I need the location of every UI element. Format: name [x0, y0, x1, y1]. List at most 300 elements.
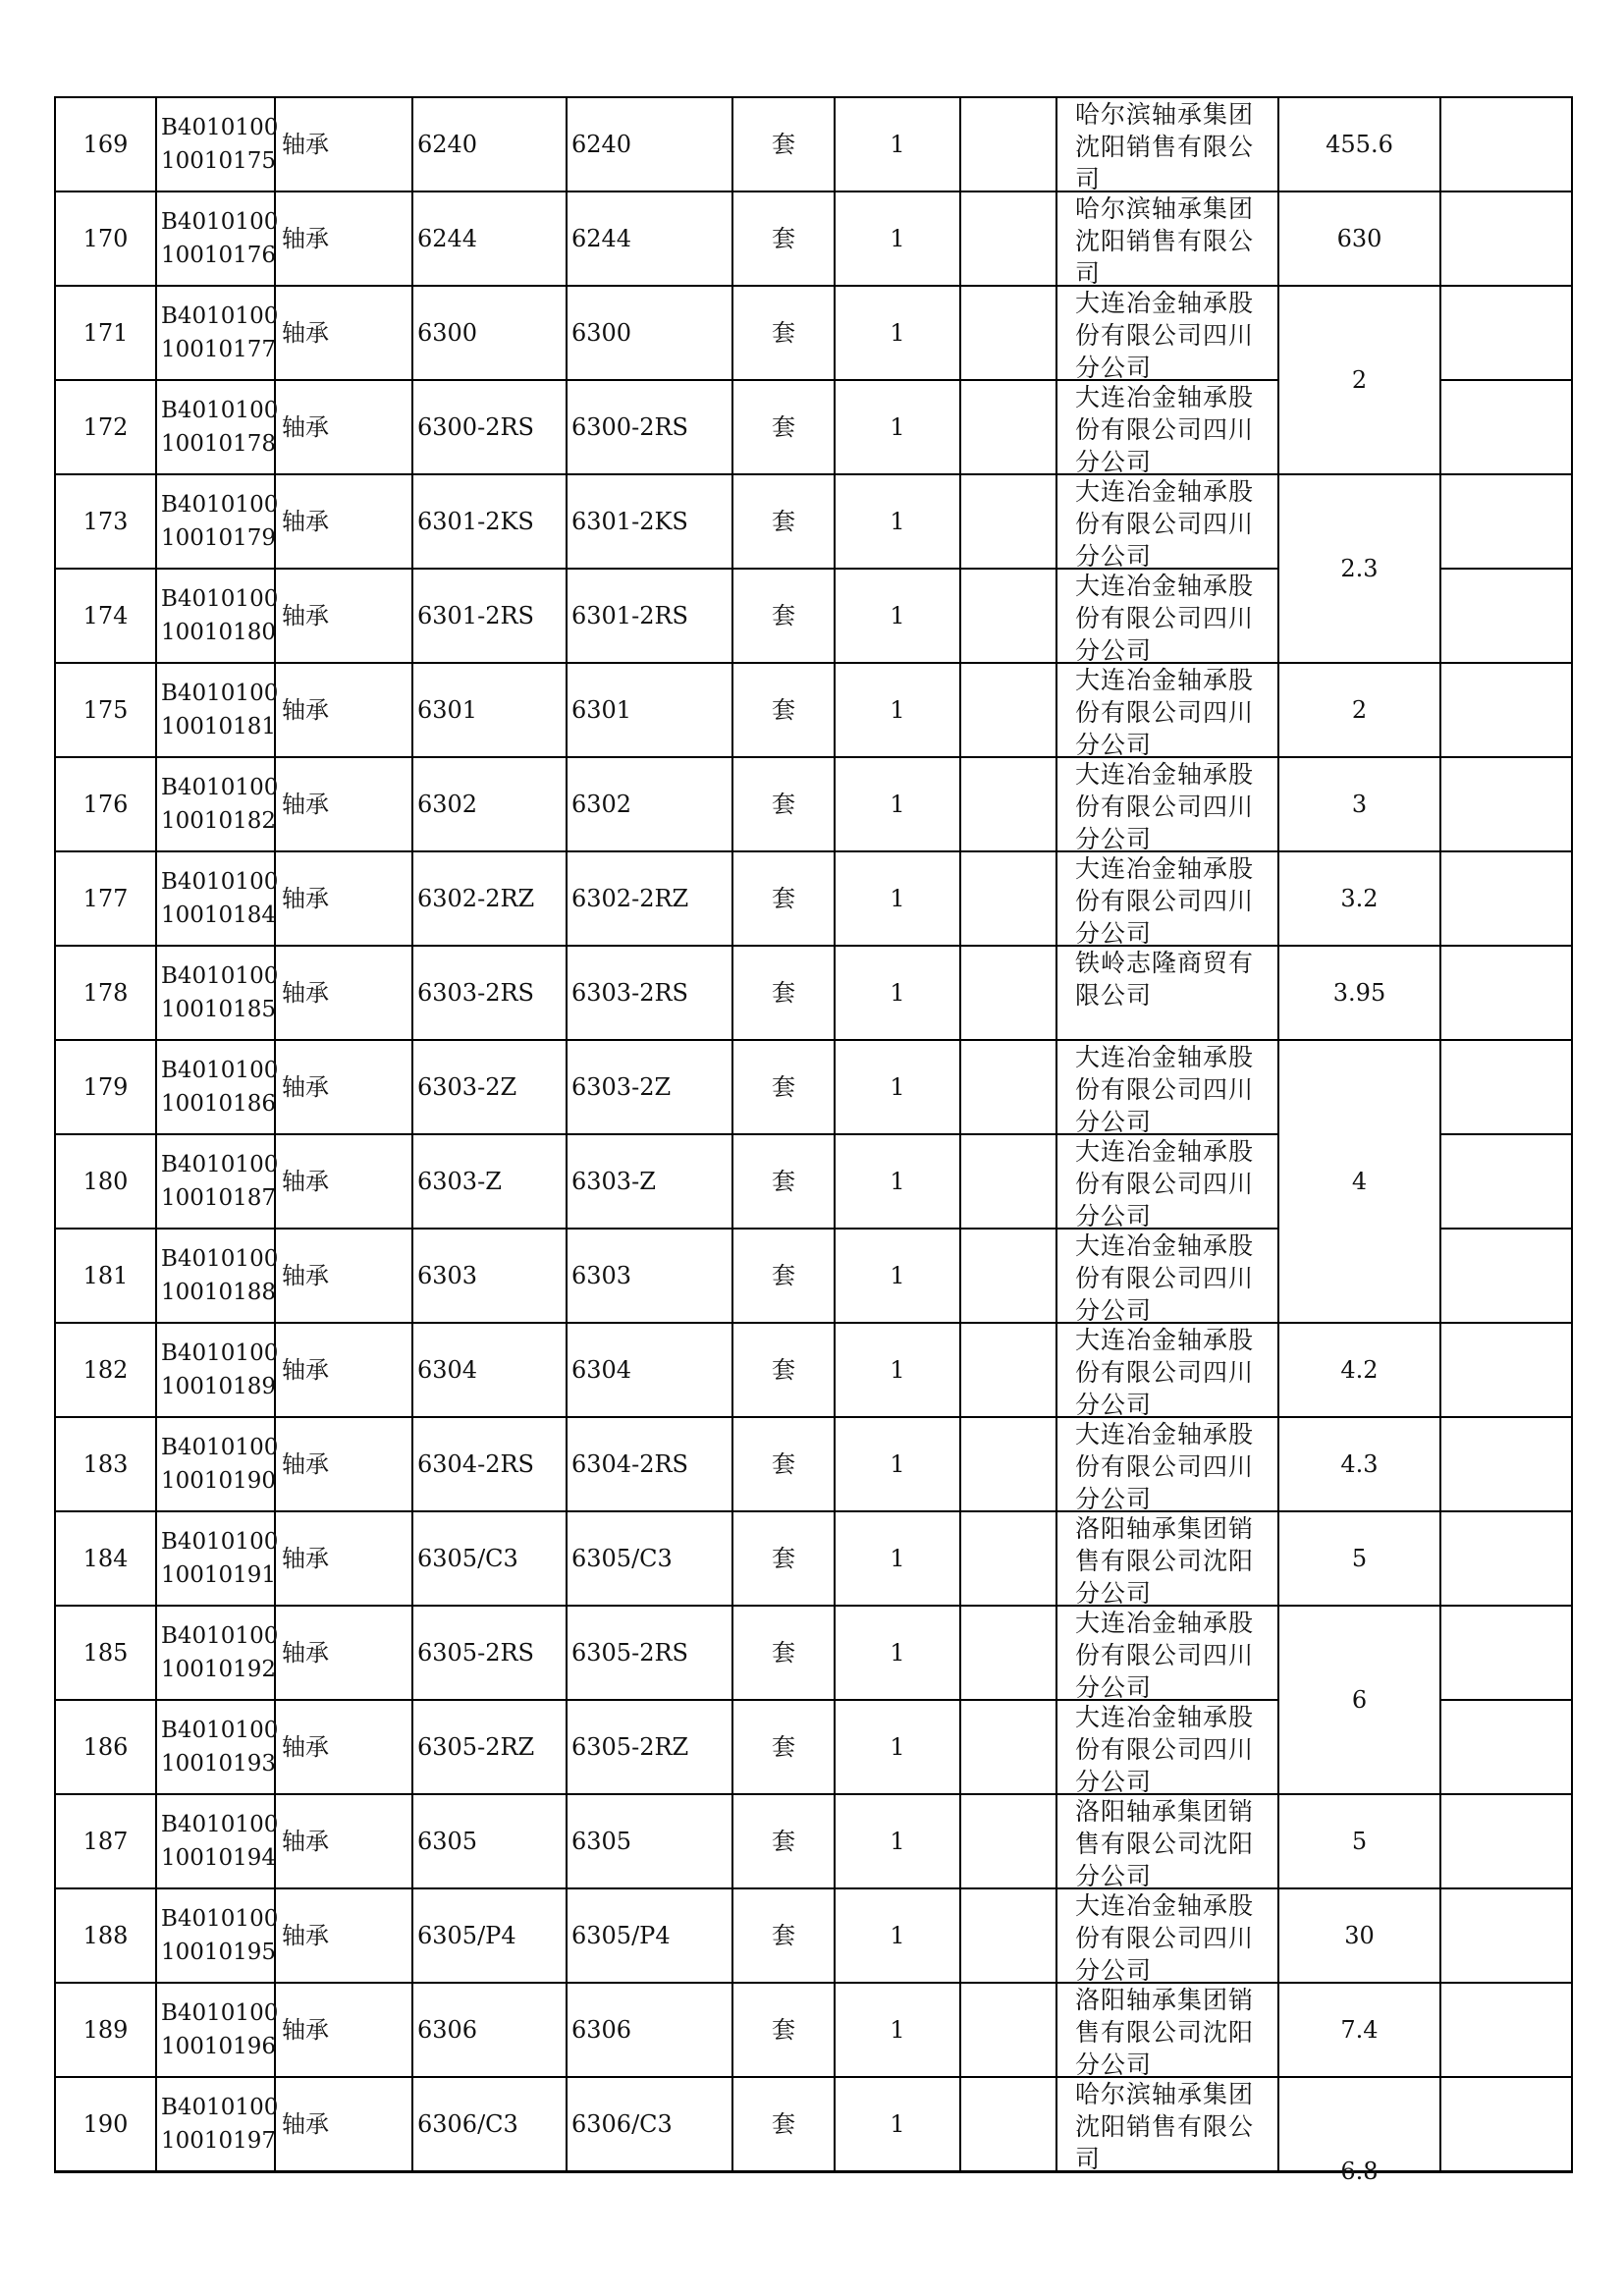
- supplier-cell: [1056, 946, 1278, 1040]
- model-cell: 6305: [567, 1794, 732, 1888]
- spec-cell: 6300-2RS: [412, 380, 567, 474]
- supplier-cell: [1056, 663, 1278, 757]
- supplier-cell: [1056, 1134, 1278, 1229]
- quantity-cell: 1: [835, 286, 960, 380]
- quantity-cell: 1: [835, 1417, 960, 1511]
- material-name-cell: 轴承: [275, 380, 412, 474]
- material-code-line-2: 10010192: [161, 1657, 277, 1682]
- material-code-line-2: 10010179: [161, 525, 277, 551]
- quantity-cell: 1: [835, 1794, 960, 1888]
- material-code-line-1: B4010100: [161, 681, 279, 706]
- table-row: [55, 946, 1572, 1040]
- blank-cell: [960, 286, 1056, 380]
- material-name-cell: 轴承: [275, 1229, 412, 1323]
- supplier-cell: [1056, 380, 1278, 474]
- spec-cell: 6306/C3: [412, 2077, 567, 2172]
- spec-cell: 6305/C3: [412, 1511, 567, 1606]
- material-code-cell: [156, 1888, 279, 1983]
- row-number-cell: 190: [55, 2077, 156, 2172]
- remark-cell: [1440, 1606, 1572, 1700]
- remark-cell: [1440, 1511, 1572, 1606]
- supplier-cell: [1056, 1323, 1278, 1417]
- table-row: [55, 191, 1572, 286]
- material-code-cell: [156, 1417, 279, 1511]
- supplier-name: 大连冶金轴承股份有限公司四川分公司: [1075, 1703, 1255, 1796]
- spec-cell: 6302-2RZ: [412, 851, 567, 946]
- supplier-name: 洛阳轴承集团销售有限公司沈阳分公司: [1075, 1986, 1255, 2079]
- row-number-cell: 176: [55, 757, 156, 851]
- model-cell: 6303-Z: [567, 1134, 732, 1229]
- table-body: [55, 97, 1572, 2185]
- row-number-cell: 181: [55, 1229, 156, 1323]
- table-row: [55, 1511, 1572, 1606]
- material-code-line-1: B4010100: [161, 1246, 279, 1272]
- blank-cell: [960, 97, 1056, 191]
- blank-cell: [960, 474, 1056, 569]
- row-number-cell: 184: [55, 1511, 156, 1606]
- unit-cell: 套: [732, 380, 835, 474]
- blank-cell: [960, 1794, 1056, 1888]
- material-name-cell: 轴承: [275, 1134, 412, 1229]
- supplier-cell: [1056, 1888, 1278, 1983]
- supplier-cell: [1056, 1606, 1278, 1700]
- table-row: [55, 1794, 1572, 1888]
- table-row: [55, 1040, 1572, 1134]
- supplier-name: 洛阳轴承集团销售有限公司沈阳分公司: [1075, 1797, 1255, 1890]
- unit-cell: 套: [732, 1794, 835, 1888]
- model-cell: 6301-2KS: [567, 474, 732, 569]
- unit-price-cell: 6: [1278, 1606, 1440, 1794]
- supplier-name: 大连冶金轴承股份有限公司四川分公司: [1075, 1231, 1255, 1325]
- blank-cell: [960, 191, 1056, 286]
- unit-cell: 套: [732, 1229, 835, 1323]
- material-code-cell: [156, 1040, 279, 1134]
- unit-price-cell: 630: [1278, 191, 1440, 286]
- unit-price-cell: 2: [1278, 286, 1440, 474]
- supplier-cell: [1056, 2077, 1278, 2172]
- supplier-cell: [1056, 97, 1278, 191]
- material-code-line-2: 10010189: [161, 1374, 277, 1399]
- material-code-cell: [156, 946, 279, 1040]
- remark-cell: [1440, 946, 1572, 1040]
- unit-price-cell: 5: [1278, 1511, 1440, 1606]
- table-row: [55, 474, 1572, 569]
- model-cell: 6244: [567, 191, 732, 286]
- spec-cell: 6305: [412, 1794, 567, 1888]
- material-code-line-1: B4010100: [161, 775, 279, 800]
- model-cell: 6305-2RS: [567, 1606, 732, 1700]
- material-name-cell: 轴承: [275, 1323, 412, 1417]
- unit-cell: 套: [732, 663, 835, 757]
- model-cell: 6306/C3: [567, 2077, 732, 2172]
- unit-price-cell: 30: [1278, 1888, 1440, 1983]
- material-code-line-2: 10010175: [161, 148, 277, 174]
- material-code-cell: [156, 757, 279, 851]
- quantity-cell: 1: [835, 1983, 960, 2077]
- row-number-cell: 169: [55, 97, 156, 191]
- material-code-cell: [156, 569, 279, 663]
- supplier-cell: [1056, 286, 1278, 380]
- table-row: [55, 1983, 1572, 2077]
- quantity-cell: 1: [835, 1888, 960, 1983]
- quantity-cell: 1: [835, 757, 960, 851]
- remark-cell: [1440, 851, 1572, 946]
- material-code-cell: [156, 1134, 279, 1229]
- model-cell: 6301: [567, 663, 732, 757]
- material-code-cell: [156, 286, 279, 380]
- remark-cell: [1440, 569, 1572, 663]
- unit-cell: 套: [732, 1700, 835, 1794]
- supplier-name: 大连冶金轴承股份有限公司四川分公司: [1075, 477, 1255, 571]
- material-code-cell: [156, 191, 279, 286]
- quantity-cell: 1: [835, 1323, 960, 1417]
- supplier-cell: [1056, 569, 1278, 663]
- supplier-name: 大连冶金轴承股份有限公司四川分公司: [1075, 854, 1255, 948]
- quantity-cell: 1: [835, 2077, 960, 2172]
- unit-cell: 套: [732, 1511, 835, 1606]
- material-name-cell: 轴承: [275, 191, 412, 286]
- spec-cell: 6304: [412, 1323, 567, 1417]
- unit-cell: 套: [732, 946, 835, 1040]
- row-number-cell: 178: [55, 946, 156, 1040]
- spec-cell: 6301-2RS: [412, 569, 567, 663]
- spec-cell: 6305-2RS: [412, 1606, 567, 1700]
- row-number-cell: 188: [55, 1888, 156, 1983]
- spec-cell: 6305-2RZ: [412, 1700, 567, 1794]
- material-code-cell: [156, 1511, 279, 1606]
- remark-cell: [1440, 1323, 1572, 1417]
- supplier-cell: [1056, 474, 1278, 569]
- row-number-cell: 182: [55, 1323, 156, 1417]
- blank-cell: [960, 851, 1056, 946]
- quantity-cell: 1: [835, 569, 960, 663]
- unit-cell: 套: [732, 1323, 835, 1417]
- unit-cell: 套: [732, 851, 835, 946]
- material-name-cell: 轴承: [275, 1888, 412, 1983]
- row-number-cell: 187: [55, 1794, 156, 1888]
- material-code-cell: [156, 1794, 279, 1888]
- spec-cell: 6301: [412, 663, 567, 757]
- blank-cell: [960, 946, 1056, 1040]
- material-name-cell: 轴承: [275, 1606, 412, 1700]
- model-cell: 6303: [567, 1229, 732, 1323]
- unit-price-cell: 2.3: [1278, 474, 1440, 663]
- remark-cell: [1440, 286, 1572, 380]
- remark-cell: [1440, 757, 1572, 851]
- material-name-cell: 轴承: [275, 1511, 412, 1606]
- unit-price-cell: 4.2: [1278, 1323, 1440, 1417]
- unit-cell: 套: [732, 1606, 835, 1700]
- material-code-line-1: B4010100: [161, 1058, 279, 1083]
- supplier-name: 大连冶金轴承股份有限公司四川分公司: [1075, 289, 1255, 382]
- model-cell: 6303-2Z: [567, 1040, 732, 1134]
- unit-price-cell: 3: [1278, 757, 1440, 851]
- material-code-line-2: 10010187: [161, 1185, 277, 1211]
- table-row: [55, 97, 1572, 191]
- supplier-name: 大连冶金轴承股份有限公司四川分公司: [1075, 1420, 1255, 1513]
- blank-cell: [960, 1040, 1056, 1134]
- spec-cell: 6240: [412, 97, 567, 191]
- unit-cell: 套: [732, 1888, 835, 1983]
- material-code-line-2: 10010186: [161, 1091, 277, 1117]
- material-code-cell: [156, 474, 279, 569]
- remark-cell: [1440, 1040, 1572, 1134]
- material-code-line-2: 10010193: [161, 1751, 277, 1777]
- material-name-cell: 轴承: [275, 946, 412, 1040]
- blank-cell: [960, 1606, 1056, 1700]
- supplier-cell: [1056, 1794, 1278, 1888]
- blank-cell: [960, 2077, 1056, 2172]
- supplier-cell: [1056, 1229, 1278, 1323]
- material-name-cell: 轴承: [275, 1983, 412, 2077]
- material-code-line-1: B4010100: [161, 1435, 279, 1460]
- material-code-line-2: 10010181: [161, 714, 277, 739]
- quantity-cell: 1: [835, 1134, 960, 1229]
- remark-cell: [1440, 191, 1572, 286]
- remark-cell: [1440, 380, 1572, 474]
- material-code-line-1: B4010100: [161, 2000, 279, 2026]
- supplier-name: 大连冶金轴承股份有限公司四川分公司: [1075, 1891, 1255, 1985]
- supplier-name: 哈尔滨轴承集团沈阳销售有限公司: [1075, 2080, 1255, 2173]
- model-cell: 6305-2RZ: [567, 1700, 732, 1794]
- blank-cell: [960, 1700, 1056, 1794]
- quantity-cell: 1: [835, 1606, 960, 1700]
- material-code-line-2: 10010184: [161, 902, 277, 928]
- unit-cell: 套: [732, 1040, 835, 1134]
- spec-cell: 6304-2RS: [412, 1417, 567, 1511]
- unit-cell: 套: [732, 286, 835, 380]
- model-cell: 6305/C3: [567, 1511, 732, 1606]
- model-cell: 6301-2RS: [567, 569, 732, 663]
- remark-cell: [1440, 1700, 1572, 1794]
- material-code-line-1: B4010100: [161, 492, 279, 518]
- blank-cell: [960, 1134, 1056, 1229]
- row-number-cell: 175: [55, 663, 156, 757]
- unit-cell: 套: [732, 474, 835, 569]
- row-number-cell: 186: [55, 1700, 156, 1794]
- remark-cell: [1440, 474, 1572, 569]
- table-row: [55, 1888, 1572, 1983]
- unit-cell: 套: [732, 191, 835, 286]
- material-code-line-1: B4010100: [161, 2095, 279, 2120]
- material-code-cell: [156, 1323, 279, 1417]
- quantity-cell: 1: [835, 1229, 960, 1323]
- supplier-cell: [1056, 191, 1278, 286]
- supplier-name: 铁岭志隆商贸有限公司: [1075, 949, 1255, 1010]
- unit-price-value: 6.8: [1340, 2158, 1379, 2185]
- unit-price-cell: 3.2: [1278, 851, 1440, 946]
- material-code-line-1: B4010100: [161, 398, 279, 423]
- row-number-cell: 189: [55, 1983, 156, 2077]
- blank-cell: [960, 663, 1056, 757]
- material-name-cell: 轴承: [275, 286, 412, 380]
- remark-cell: [1440, 1983, 1572, 2077]
- model-cell: 6300-2RS: [567, 380, 732, 474]
- quantity-cell: 1: [835, 191, 960, 286]
- quantity-cell: 1: [835, 474, 960, 569]
- blank-cell: [960, 1229, 1056, 1323]
- blank-cell: [960, 1511, 1056, 1606]
- blank-cell: [960, 757, 1056, 851]
- table-row: [55, 286, 1572, 380]
- model-cell: 6306: [567, 1983, 732, 2077]
- supplier-name: 哈尔滨轴承集团沈阳销售有限公司: [1075, 100, 1255, 193]
- material-code-cell: [156, 2077, 279, 2172]
- unit-price-cell: 7.4: [1278, 1983, 1440, 2077]
- row-number-cell: 179: [55, 1040, 156, 1134]
- model-cell: 6302: [567, 757, 732, 851]
- material-code-line-1: B4010100: [161, 1812, 279, 1837]
- supplier-name: 大连冶金轴承股份有限公司四川分公司: [1075, 572, 1255, 665]
- blank-cell: [960, 380, 1056, 474]
- unit-cell: 套: [732, 1983, 835, 2077]
- row-number-cell: 173: [55, 474, 156, 569]
- material-code-line-2: 10010176: [161, 243, 277, 268]
- material-code-cell: [156, 1229, 279, 1323]
- table-row: [55, 663, 1572, 757]
- material-name-cell: 轴承: [275, 97, 412, 191]
- material-code-cell: [156, 663, 279, 757]
- supplier-cell: [1056, 1511, 1278, 1606]
- material-code-line-1: B4010100: [161, 1906, 279, 1932]
- material-code-line-1: B4010100: [161, 115, 279, 140]
- material-code-line-2: 10010180: [161, 620, 277, 645]
- material-code-cell: [156, 1983, 279, 2077]
- remark-cell: [1440, 663, 1572, 757]
- spec-cell: 6301-2KS: [412, 474, 567, 569]
- material-code-line-2: 10010177: [161, 337, 277, 362]
- supplier-name: 大连冶金轴承股份有限公司四川分公司: [1075, 383, 1255, 476]
- table-row: [55, 851, 1572, 946]
- table-row: [55, 1323, 1572, 1417]
- material-code-line-2: 10010194: [161, 1845, 277, 1871]
- unit-price-cell: [1278, 2077, 1440, 2185]
- material-name-cell: 轴承: [275, 1700, 412, 1794]
- spec-cell: 6244: [412, 191, 567, 286]
- quantity-cell: 1: [835, 1700, 960, 1794]
- supplier-cell: [1056, 1983, 1278, 2077]
- supplier-name: 大连冶金轴承股份有限公司四川分公司: [1075, 1043, 1255, 1136]
- model-cell: 6303-2RS: [567, 946, 732, 1040]
- material-name-cell: 轴承: [275, 2077, 412, 2172]
- material-name-cell: 轴承: [275, 1040, 412, 1134]
- material-code-line-1: B4010100: [161, 303, 279, 329]
- material-code-line-2: 10010190: [161, 1468, 277, 1494]
- unit-cell: 套: [732, 97, 835, 191]
- row-number-cell: 180: [55, 1134, 156, 1229]
- unit-cell: 套: [732, 1417, 835, 1511]
- supplier-name: 大连冶金轴承股份有限公司四川分公司: [1075, 1137, 1255, 1230]
- material-name-cell: 轴承: [275, 663, 412, 757]
- supplier-cell: [1056, 851, 1278, 946]
- quantity-cell: 1: [835, 1511, 960, 1606]
- material-code-line-1: B4010100: [161, 963, 279, 989]
- model-cell: 6302-2RZ: [567, 851, 732, 946]
- blank-cell: [960, 569, 1056, 663]
- unit-price-cell: 4.3: [1278, 1417, 1440, 1511]
- material-code-cell: [156, 1700, 279, 1794]
- material-name-cell: 轴承: [275, 569, 412, 663]
- quantity-cell: 1: [835, 380, 960, 474]
- row-number-cell: 174: [55, 569, 156, 663]
- row-number-cell: 183: [55, 1417, 156, 1511]
- quantity-cell: 1: [835, 97, 960, 191]
- material-code-line-1: B4010100: [161, 1623, 279, 1649]
- supplier-name: 大连冶金轴承股份有限公司四川分公司: [1075, 1326, 1255, 1419]
- blank-cell: [960, 1417, 1056, 1511]
- row-number-cell: 171: [55, 286, 156, 380]
- blank-cell: [960, 1983, 1056, 2077]
- table-row: [55, 757, 1572, 851]
- unit-price-cell: 2: [1278, 663, 1440, 757]
- material-code-line-2: 10010196: [161, 2034, 277, 2059]
- spec-cell: 6303-Z: [412, 1134, 567, 1229]
- quantity-cell: 1: [835, 851, 960, 946]
- material-code-line-2: 10010185: [161, 997, 277, 1022]
- material-code-cell: [156, 1606, 279, 1700]
- material-code-line-2: 10010178: [161, 431, 277, 457]
- blank-cell: [960, 1323, 1056, 1417]
- material-name-cell: 轴承: [275, 757, 412, 851]
- bearing-price-table: [54, 96, 1573, 2185]
- material-code-line-1: B4010100: [161, 1529, 279, 1555]
- supplier-name: 大连冶金轴承股份有限公司四川分公司: [1075, 1609, 1255, 1702]
- spec-cell: 6303-2Z: [412, 1040, 567, 1134]
- blank-cell: [960, 1888, 1056, 1983]
- spec-cell: 6303-2RS: [412, 946, 567, 1040]
- material-code-line-1: B4010100: [161, 1340, 279, 1366]
- remark-cell: [1440, 1794, 1572, 1888]
- supplier-name: 大连冶金轴承股份有限公司四川分公司: [1075, 760, 1255, 853]
- row-number-cell: 185: [55, 1606, 156, 1700]
- remark-cell: [1440, 97, 1572, 191]
- supplier-name: 大连冶金轴承股份有限公司四川分公司: [1075, 666, 1255, 759]
- spec-cell: 6306: [412, 1983, 567, 2077]
- remark-cell: [1440, 1417, 1572, 1511]
- row-number-cell: 170: [55, 191, 156, 286]
- model-cell: 6240: [567, 97, 732, 191]
- material-code-line-2: 10010188: [161, 1280, 277, 1305]
- spec-cell: 6303: [412, 1229, 567, 1323]
- material-code-line-2: 10010197: [161, 2128, 277, 2154]
- row-number-cell: 172: [55, 380, 156, 474]
- material-name-cell: 轴承: [275, 474, 412, 569]
- material-code-cell: [156, 97, 279, 191]
- model-cell: 6305/P4: [567, 1888, 732, 1983]
- supplier-cell: [1056, 1417, 1278, 1511]
- unit-cell: 套: [732, 2077, 835, 2172]
- quantity-cell: 1: [835, 663, 960, 757]
- material-name-cell: 轴承: [275, 851, 412, 946]
- material-code-cell: [156, 851, 279, 946]
- spec-cell: 6302: [412, 757, 567, 851]
- spec-cell: 6300: [412, 286, 567, 380]
- supplier-name: 哈尔滨轴承集团沈阳销售有限公司: [1075, 194, 1255, 288]
- table-row: [55, 2077, 1572, 2172]
- supplier-name: 洛阳轴承集团销售有限公司沈阳分公司: [1075, 1514, 1255, 1608]
- unit-price-cell: 4: [1278, 1040, 1440, 1323]
- material-code-line-1: B4010100: [161, 1718, 279, 1743]
- unit-cell: 套: [732, 569, 835, 663]
- model-cell: 6304: [567, 1323, 732, 1417]
- quantity-cell: 1: [835, 946, 960, 1040]
- material-code-line-2: 10010191: [161, 1562, 277, 1588]
- remark-cell: [1440, 2077, 1572, 2172]
- supplier-cell: [1056, 757, 1278, 851]
- model-cell: 6300: [567, 286, 732, 380]
- spec-cell: 6305/P4: [412, 1888, 567, 1983]
- material-code-line-1: B4010100: [161, 869, 279, 895]
